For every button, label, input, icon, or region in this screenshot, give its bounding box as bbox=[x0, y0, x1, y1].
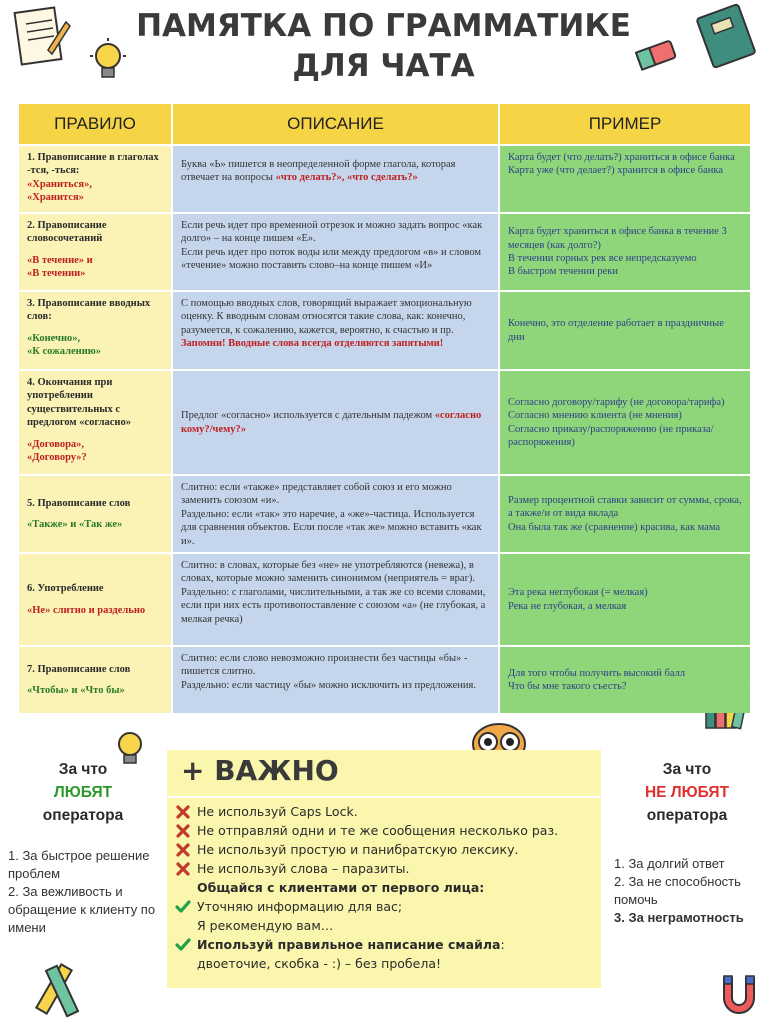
description-text: Раздельно: если частицу «бы» можно исключить из предложения. bbox=[181, 679, 476, 691]
dont-item bbox=[173, 821, 593, 840]
example-line: Согласно договору/тарифу (не договора/тарифа) bbox=[508, 396, 725, 408]
list-item: 1. За долгий ответ bbox=[614, 856, 725, 871]
example-line: В течении горных рек все непредсказуемо bbox=[508, 253, 697, 264]
dislike-heading-1: За что bbox=[662, 761, 712, 778]
dislike-heading-2: НЕ ЛЮБЯТ bbox=[644, 784, 730, 801]
panel-divider bbox=[167, 796, 601, 798]
love-list bbox=[8, 847, 158, 937]
example-cell bbox=[500, 146, 750, 212]
example-line: Конечно, это отделение работает в праздничные дни bbox=[508, 318, 724, 343]
example-line: Для того чтобы получить высокий балл bbox=[508, 667, 686, 679]
dislike-column bbox=[614, 758, 760, 927]
description-cell bbox=[173, 292, 498, 369]
dont-item bbox=[173, 840, 593, 859]
rule-example: «Храниться», bbox=[27, 178, 92, 190]
description-text: Слитно: в словах, которые без «не» не употребляются (невежа), в словах, которые можно заменить синонимом (неприятель = враг). bbox=[181, 560, 476, 585]
example-line: Река не глубокая, а мелкая bbox=[508, 600, 627, 612]
rule-example: «Договору»? bbox=[27, 452, 87, 464]
rule-title: 6. Употребление bbox=[27, 583, 104, 595]
description-text: Слитно: если слово невозможно произнести без частицы «бы» - пишется слитно. bbox=[181, 653, 468, 678]
table-row-5 bbox=[19, 476, 750, 552]
example-cell bbox=[500, 647, 750, 713]
rule-title: 5. Правописание слов bbox=[27, 497, 131, 509]
example-cell bbox=[500, 371, 750, 474]
magnet-icon bbox=[714, 968, 764, 1020]
rule-cell bbox=[19, 647, 171, 713]
dont-text: Не используй Caps Lock. bbox=[197, 804, 358, 819]
rule-cell bbox=[19, 371, 171, 474]
description-text: Если речь идет про временной отрезок и можно задать вопрос «как долго» – на конце пишем «Е». bbox=[181, 220, 483, 245]
do-item bbox=[173, 897, 593, 916]
list-item: 1. За быстрое решение проблем bbox=[8, 848, 150, 881]
cross-icon bbox=[175, 842, 191, 858]
rule-example: «Конечно», bbox=[27, 332, 81, 344]
description-text: Раздельно: с глаголами, числительными, а так же со всеми словами, если при них есть противопоставление с союзом «а» (не глубокая, а мелкая речка) bbox=[181, 586, 486, 625]
description-cell bbox=[173, 554, 498, 645]
rule-example: «Договора», bbox=[27, 438, 85, 450]
description-cell bbox=[173, 214, 498, 290]
love-heading-3: оператора bbox=[42, 807, 124, 824]
example-cell bbox=[500, 214, 750, 290]
header-example: ПРИМЕР bbox=[500, 104, 750, 144]
rule-title: 7. Правописание слов bbox=[27, 663, 131, 675]
list-item: 2. За не способность помочь bbox=[614, 874, 741, 907]
important-list bbox=[173, 802, 593, 973]
do-text: двоеточие, скобка - :) – без пробела! bbox=[197, 956, 441, 971]
important-panel bbox=[167, 750, 601, 988]
dislike-heading-3: оператора bbox=[646, 807, 728, 824]
pencil-ruler-icon bbox=[30, 960, 88, 1022]
description-cell bbox=[173, 371, 498, 474]
rule-title: 4. Окончания при употреблении существительных с предлогом «согласно» bbox=[27, 377, 131, 429]
example-line: Размер процентной ставки зависит от суммы, срока, а также/и от вида вклада bbox=[508, 494, 742, 520]
rule-example: «В течении» bbox=[27, 268, 86, 280]
rule-title: 3. Правописание вводных слов: bbox=[27, 298, 151, 323]
cross-icon bbox=[175, 804, 191, 820]
example-line: Согласно мнению клиента (не мнения) bbox=[508, 410, 682, 422]
example-line: Карта будет (что делать?) храниться в офисе банка bbox=[508, 152, 735, 163]
dont-item bbox=[173, 859, 593, 878]
love-column bbox=[8, 758, 158, 937]
description-question: «согласно кому?/чему?» bbox=[181, 410, 482, 435]
check-icon bbox=[175, 937, 191, 953]
love-heading-1: За что bbox=[58, 761, 108, 778]
description-text: С помощью вводных слов, говорящий выражает эмоциональную оценку. К вводным словам относятся такие слова, как: конечно, разумеется, к сожалению, кажется, вероятно, к счастью и пр. bbox=[181, 298, 472, 336]
rule-example: «Хранится» bbox=[27, 192, 84, 204]
description-text: Слитно: если «также» представляет собой союз и его можно заменить союзом «и». bbox=[181, 482, 452, 507]
description-note: Запомни! Вводные слова всегда отделяются запятыми! bbox=[181, 338, 444, 350]
example-line: Согласно приказу/распоряжению (не приказа/распоряжения) bbox=[508, 423, 714, 448]
dislike-list bbox=[614, 855, 760, 927]
header-rule: ПРАВИЛО bbox=[19, 104, 171, 144]
list-item: 3. За неграмотность bbox=[614, 910, 744, 925]
rule-cell bbox=[19, 554, 171, 645]
dont-text: Не отправляй одни и те же сообщения несколько раз. bbox=[197, 823, 559, 838]
description-cell bbox=[173, 146, 498, 212]
example-line: Что бы мне такого съесть? bbox=[508, 681, 627, 692]
page-title bbox=[0, 6, 767, 86]
dont-text: Не используй слова – паразиты. bbox=[197, 861, 410, 876]
rule-example: «К сожалению» bbox=[27, 346, 102, 358]
rule-cell bbox=[19, 146, 171, 212]
description-text: Раздельно: если «так» это наречие, а «же»-частица. Используется для сравнения объектов. Если после «так же» можно вставить «как и». bbox=[181, 508, 482, 547]
rule-example: «Не» слитно и раздельно bbox=[27, 604, 146, 616]
cross-icon bbox=[175, 823, 191, 839]
grammar-table bbox=[19, 104, 750, 714]
table-row-7 bbox=[19, 647, 750, 713]
description-cell bbox=[173, 647, 498, 713]
important-title: + ВАЖНО bbox=[181, 754, 339, 787]
table-row-6 bbox=[19, 554, 750, 645]
cross-icon bbox=[175, 861, 191, 877]
example-line: Карта уже (что делает?) хранится в офисе банка bbox=[508, 165, 723, 177]
example-line: Она была так же (сравнение) красива, как мама bbox=[508, 521, 721, 533]
rule-example: «Также» и «Так же» bbox=[27, 519, 123, 530]
table-row-1 bbox=[19, 146, 750, 212]
do-heading: Используй правильное написание смайла bbox=[197, 937, 501, 952]
rule-cell bbox=[19, 214, 171, 290]
example-cell bbox=[500, 476, 750, 552]
do-item bbox=[173, 935, 593, 954]
rule-title: 1. Правописание в глаголах -тся, -ться: bbox=[27, 152, 159, 177]
example-line: Карта будет храниться в офисе банка в течение 3 месяцев (как долго?) bbox=[508, 226, 727, 251]
description-text: Предлог «согласно» используется с дательным падежом bbox=[181, 410, 435, 422]
example-cell bbox=[500, 554, 750, 645]
description-text: Буква «Ь» пишется в неопределенной форме глагола, которая отвечает на вопросы bbox=[181, 159, 456, 184]
description-text: Если речь идет про поток воды или между предлогом «в» и словом «течение» можно поставить слово–на конце пишем «И» bbox=[181, 246, 482, 272]
example-cell bbox=[500, 292, 750, 369]
check-icon bbox=[175, 899, 191, 915]
do-heading-colon: : bbox=[500, 937, 505, 952]
table-row-2 bbox=[19, 214, 750, 290]
rule-cell bbox=[19, 292, 171, 369]
example-line: Эта река неглубокая (= мелкая) bbox=[508, 587, 648, 599]
love-heading-2: ЛЮБЯТ bbox=[53, 784, 113, 801]
page-title-line-1: ПАМЯТКА ПО ГРАММАТИКЕ bbox=[136, 8, 631, 44]
dont-item bbox=[173, 802, 593, 821]
description-cell bbox=[173, 476, 498, 552]
list-item: 2. За вежливость и обращение к клиенту по имени bbox=[8, 884, 156, 935]
page-title-line-2: ДЛЯ ЧАТА bbox=[292, 48, 475, 84]
do-text: Уточняю информацию для вас; bbox=[197, 899, 403, 914]
dont-text: Не используй простую и панибратскую лексику. bbox=[197, 842, 519, 857]
description-question: «что делать?», «что сделать?» bbox=[275, 172, 418, 184]
rule-example: «Чтобы» и «Что бы» bbox=[27, 685, 125, 696]
do-heading: Общайся с клиентами от первого лица: bbox=[197, 880, 485, 895]
example-line: В быстром течении реки bbox=[508, 266, 619, 278]
table-row-4 bbox=[19, 371, 750, 474]
do-text: Я рекомендую вам… bbox=[197, 918, 334, 933]
table-row-3 bbox=[19, 292, 750, 369]
rule-cell bbox=[19, 476, 171, 552]
rule-title: 2. Правописание словосочетаний bbox=[27, 220, 107, 245]
rule-example: «В течение» и bbox=[27, 254, 93, 266]
header-description: ОПИСАНИЕ bbox=[173, 104, 498, 144]
